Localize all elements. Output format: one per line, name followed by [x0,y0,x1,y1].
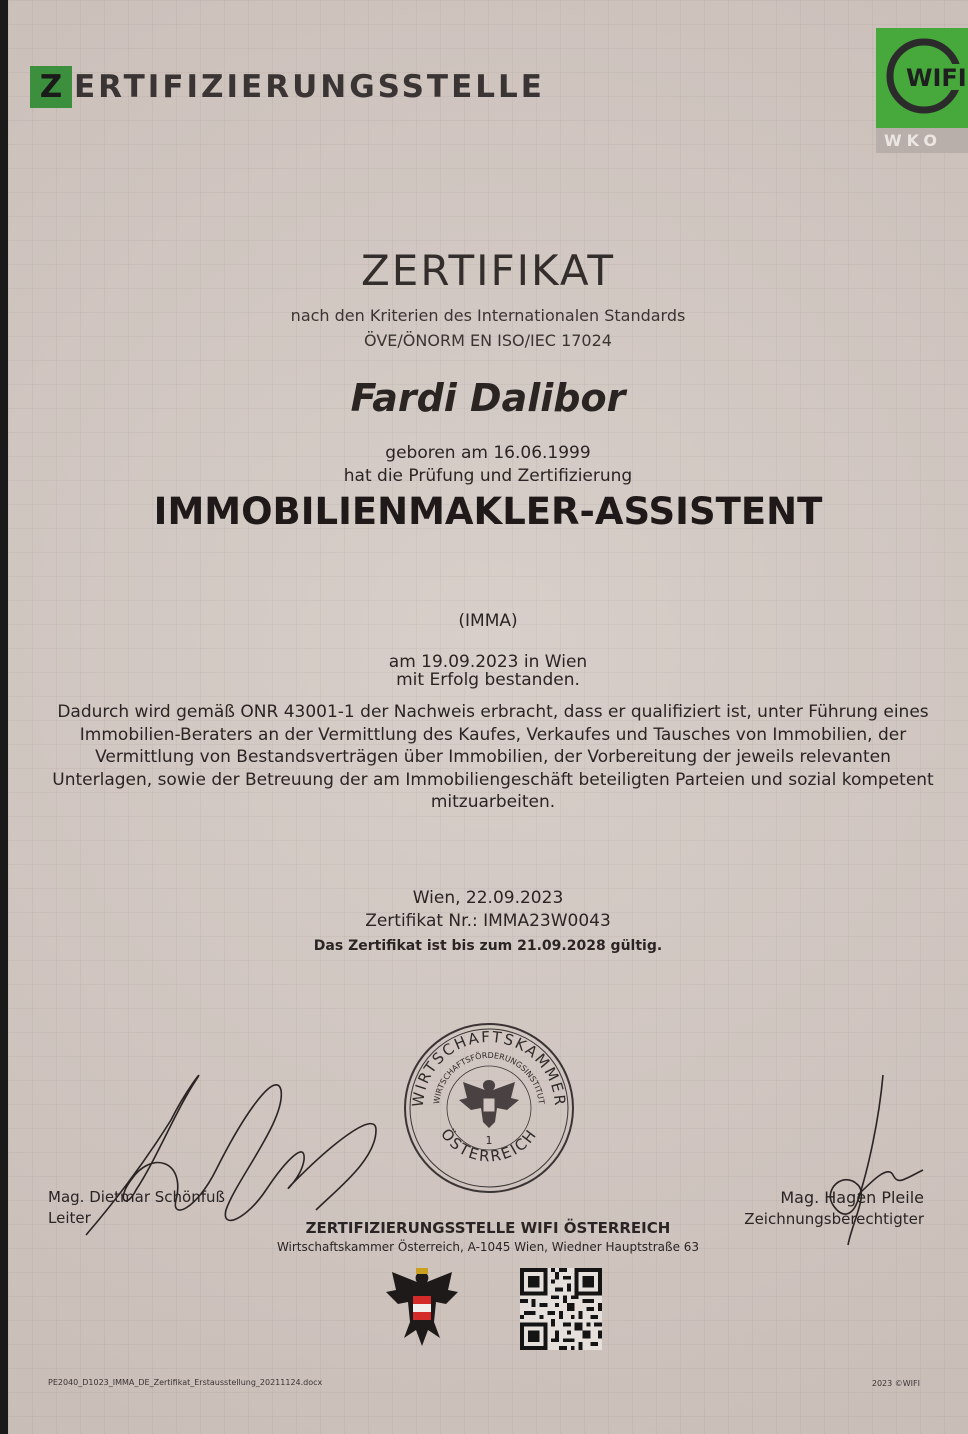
certificate-number: Zertifikat Nr.: IMMA23W0043 [365,911,611,931]
exam-line: hat die Prüfung und Zertifizierung [343,466,633,486]
copyright-note: 2023 ©WIFI [871,1379,920,1388]
qualification-description: Dadurch wird gemäß ONR 43001-1 der Nachweis erbracht, dass er qualifiziert ist, unter Führung eines Immobilien-Beraters an der Vermittlung des Kaufes, Verkaufes und Tausches von Immobilien, der Vermittlung von Bestandsverträgen über Immobilien, der Vorbereitung der jeweils relevanten Unterlagen, sowie der Betreuung der am Immobiliengeschäft beteiligten Parteien und sozial kompetent mitzuarbeiten. [52,702,934,812]
left-signatory-name: Mag. Dietmar Schönfuß [48,1188,225,1206]
header-title: ERTIFIZIERUNGSSTELLE [74,69,545,105]
issuer-name: ZERTIFIZIERUNGSSTELLE WIFI ÖSTERREICH [305,1219,671,1237]
right-signatory-name: Mag. Hagen Pleile [780,1188,924,1207]
right-signatory-role: Zeichnungsberechtigter [744,1210,924,1228]
seal-bottom-text: ÖSTERREICH [437,1125,541,1166]
exam-date: am 19.09.2023 in Wien [388,652,588,672]
issue-place-date: Wien, 22.09.2023 [412,888,564,908]
seal-outer-text: WIRTSCHAFTSKAMMER [408,1027,570,1109]
wko-logo-text: WKO [876,128,968,153]
document-reference: PE2040_D1023_IMMA_DE_Zertifikat_Erstausstellung_20211124.docx [48,1378,323,1387]
header-initial: Z [30,66,72,108]
exam-result: mit Erfolg bestanden. [396,670,580,690]
austrian-eagle-icon [384,1268,460,1350]
official-seal [401,1020,577,1196]
birth-date: geboren am 16.06.1999 [385,443,591,463]
verification-qr-code [520,1268,602,1350]
certificate-title: ZERTIFIKAT [361,246,615,295]
seal-eagle-icon [459,1080,519,1128]
left-signatory-role: Leiter [48,1209,91,1227]
seal-number: 1 [485,1134,493,1147]
qualification-abbreviation: (IMMA) [458,611,518,631]
wifi-wko-logo [876,28,968,153]
validity-note: Das Zertifikat ist bis zum 21.09.2028 gültig. [313,938,663,954]
seal-inner-text: WIRTSCHAFTSFÖRDERUNGSINSTITUT [432,1050,546,1105]
holder-name: Fardi Dalibor [350,376,626,420]
standard-line-2: ÖVE/ÖNORM EN ISO/IEC 17024 [364,331,612,350]
certification-body-header [30,66,545,108]
qualification-title: IMMOBILIENMAKLER-ASSISTENT [153,490,823,533]
wifi-logo-icon [876,28,968,128]
certificate-page [8,0,968,1434]
standard-line-1: nach den Kriterien des Internationalen Standards [290,306,686,325]
issuer-address: Wirtschaftskammer Österreich, A-1045 Wien, Wiedner Hauptstraße 63 [276,1240,700,1254]
wifi-logo-text: WIFI [906,64,967,92]
